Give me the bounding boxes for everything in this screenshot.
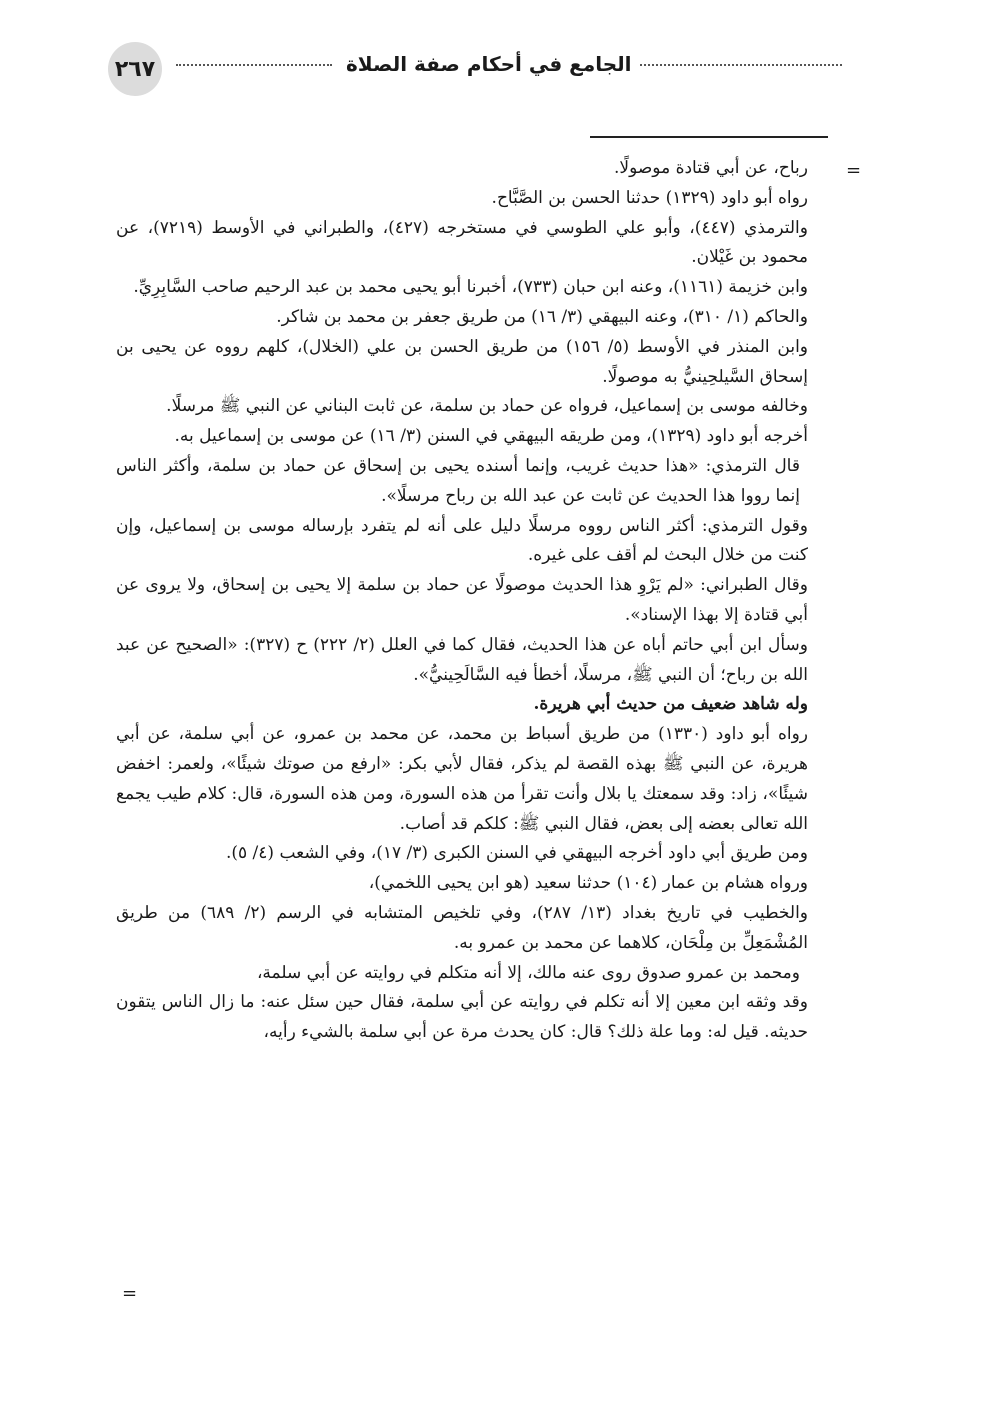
page-header — [100, 40, 860, 104]
paragraph: وخالفه موسى بن إسماعيل، فرواه عن حماد بن سلمة، عن ثابت البناني عن النبي ﷺ مرسلًا. — [166, 396, 808, 417]
section-heading: وله شاهد ضعيف من حديث أبي هريرة. — [533, 694, 808, 715]
paragraph: وابن المنذر في الأوسط (٥/ ١٥٦) من طريق الحسن بن علي (الخلال)، كلهم رووه عن يحيى بن إسحاق السَّيلحِينيُّ به موصولًا. — [116, 336, 808, 387]
paragraph: رواه أبو داود (١٣٣٠) من طريق أسباط بن محمد، عن محمد بن عمرو، عن أبي سلمة، عن أبي هريرة، عن النبي ﷺ بهذه القصة لم يذكر، فقال لأبي بكر: «ارفع من صوتك شيئًا»، ولعمر: اخفض شيئًا»، زاد: وقد سمعتك يا بلال وأنت تقرأ من هذه السورة، ومن هذه السورة، قال: كلام طيب يجمع الله تعالى بعضه إلى بعض، فقال النبي ﷺ: كلكم قد أصاب. — [116, 724, 808, 834]
page-number-badge — [108, 42, 162, 96]
footnote-text — [116, 154, 808, 1048]
paragraph: رباح، عن أبي قتادة موصولًا. — [613, 158, 808, 178]
paragraph: أخرجه أبو داود (١٣٢٩)، ومن طريقه البيهقي في السنن (٣/ ١٦) عن موسى بن إسماعيل به. — [174, 426, 808, 447]
paragraph: قال الترمذي: «هذا حديث غريب، وإنما أسنده يحيى بن إسحاق عن حماد بن سلمة، وأكثر الناس إنما رووا هذا الحديث عن ثابت عن عبد الله بن رباح مرسلًا». — [116, 455, 800, 506]
paragraph: ومحمد بن عمرو صدوق روى عنه مالك، إلا أنه متكلم في روايته عن أبي سلمة، — [256, 962, 800, 983]
paragraph: والخطيب في تاريخ بغداد (١٣/ ٢٨٧)، وفي تلخيص المتشابه في الرسم (٢/ ٦٨٩) من طريق المُشْمَعِلِّ بن مِلْحَان، كلاهما عن محمد بن عمرو به. — [116, 902, 808, 953]
paragraph: وابن خزيمة (١١٦١)، وعنه ابن حبان (٧٣٣)، أخبرنا أبو يحيى محمد بن عبد الرحيم صاحب السَّابِرِيِّ. — [133, 277, 808, 298]
continuation-marker-top: = — [846, 160, 862, 181]
paragraph: ورواه هشام بن عمار (١٠٤) حدثنا سعيد (هو ابن يحيى اللخمي)، — [368, 873, 808, 894]
header-dotted-leader-right — [640, 64, 842, 66]
continuation-marker-bottom: = — [122, 1283, 138, 1304]
paragraph: والترمذي (٤٤٧)، وأبو علي الطوسي في مستخرجه (٤٢٧)، والطبراني في الأوسط (٧٢١٩)، عن محمود بن غَيْلان. — [116, 217, 808, 268]
paragraph: وقد وثقه ابن معين إلا أنه تكلم في روايته عن أبي سلمة، فقال حين سئل عنه: ما زال الناس يتقون حديثه. قيل له: وما علة ذلك؟ قال: كان يحدث مرة عن أبي سلمة بالشيء رأيه، — [116, 992, 808, 1043]
page-number: ٢٦٧ — [114, 56, 156, 82]
paragraph: وقول الترمذي: أكثر الناس رووه مرسلًا دليل على أنه لم يتفرد بإرساله موسى بن إسماعيل، وإن كنت من خلال البحث لم أقف على غيره. — [116, 515, 808, 566]
paragraph: رواه أبو داود (١٣٢٩) حدثنا الحسن بن الصَّبَّاح. — [491, 187, 808, 208]
paragraph: وسأل ابن أبي حاتم أباه عن هذا الحديث، فقال كما في العلل (٢/ ٢٢٢) ح (٣٢٧): «الصحيح عن عبد الله بن رباح؛ أن النبي ﷺ، مرسلًا، أخطأ فيه السَّالَحِينيُّ». — [116, 634, 808, 685]
paragraph: ومن طريق أبي داود أخرجه البيهقي في السنن الكبرى (٣/ ١٧)، وفي الشعب (٤/ ٥). — [225, 843, 808, 864]
header-dotted-leader-left — [176, 64, 332, 66]
book-title: الجامع في أحكام صفة الصلاة — [346, 52, 632, 76]
paragraph: والحاكم (١/ ٣١٠)، وعنه البيهقي (٣/ ١٦) من طريق جعفر بن محمد بن شاكر. — [276, 306, 808, 327]
footnote-separator-rule — [590, 136, 828, 138]
paragraph: وقال الطبراني: «لم يَرْوِ هذا الحديث موصولًا عن حماد بن سلمة إلا يحيى بن إسحاق، ولا يروى عن أبي قتادة إلا بهذا الإسناد». — [116, 575, 808, 625]
